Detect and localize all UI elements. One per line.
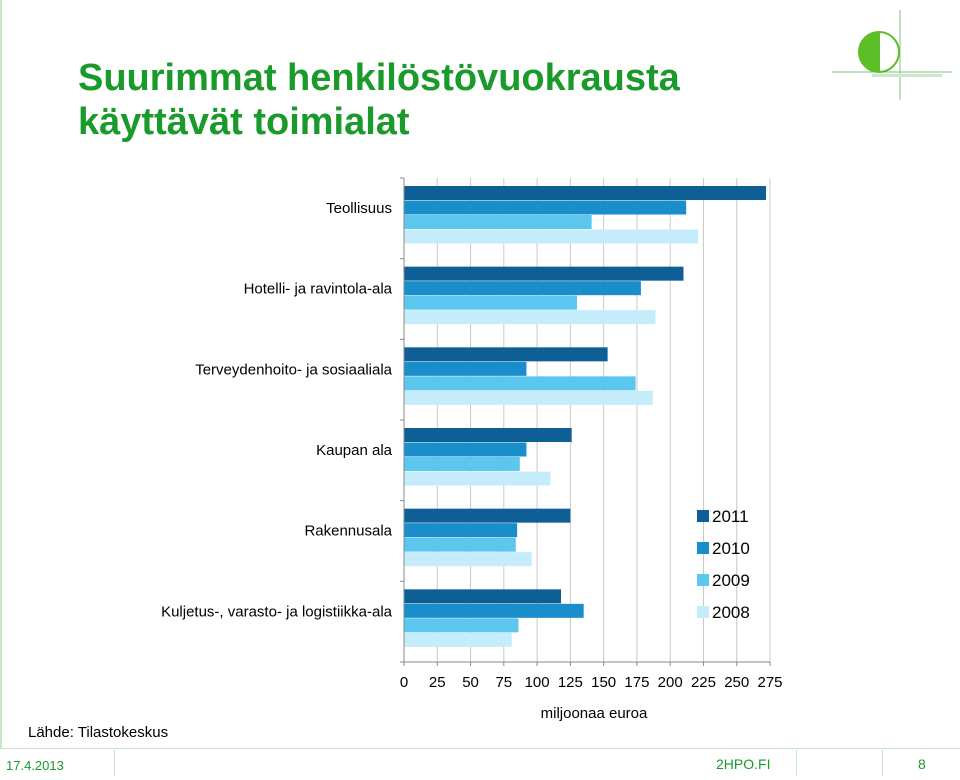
x-tick-label-75: 75 <box>495 674 513 691</box>
x-tick-label-200: 200 <box>657 674 683 691</box>
legend-swatch-2010 <box>697 542 709 554</box>
bar-2010-6 <box>404 604 584 618</box>
category-label-6: Kuljetus-, varasto- ja logistiikka-ala <box>161 603 392 621</box>
category-label-4: Kaupan ala <box>316 442 392 459</box>
category-label-3: Terveydenhoito- ja sosiaaliala <box>195 361 392 379</box>
bar-2010-5 <box>404 523 517 537</box>
bar-2011-3 <box>404 347 608 361</box>
x-tick-label-175: 175 <box>624 674 650 691</box>
category-label-1: Teollisuus <box>326 200 392 217</box>
legend-label-2008: 2008 <box>712 603 750 622</box>
bar-2010-1 <box>404 201 686 215</box>
bar-2010-3 <box>404 362 526 376</box>
bar-chart <box>0 160 800 730</box>
bar-2010-2 <box>404 281 641 295</box>
category-labels <box>161 200 393 620</box>
bar-2008-5 <box>404 552 532 566</box>
legend-label-2011: 2011 <box>712 507 749 526</box>
x-tick-label-225: 225 <box>690 674 716 691</box>
bar-2011-5 <box>404 509 570 523</box>
page-number: 8 <box>918 756 926 772</box>
logo-tagline-bar <box>872 74 942 77</box>
bar-2009-2 <box>404 296 577 310</box>
x-tick-label-250: 250 <box>724 674 750 691</box>
footer-separator-right <box>882 750 883 776</box>
bar-2011-6 <box>404 589 561 603</box>
bar-2009-5 <box>404 538 516 552</box>
title-line-1: Suurimmat henkilöstövuokrausta <box>78 57 680 99</box>
x-tick-label-0: 0 <box>399 674 409 691</box>
logo-half-disc <box>859 32 879 72</box>
bar-2009-1 <box>404 215 592 229</box>
bar-2008-6 <box>404 633 512 647</box>
x-tick-label-125: 125 <box>557 674 583 691</box>
legend <box>697 507 750 622</box>
x-tick-label-150: 150 <box>591 674 617 691</box>
legend-label-2010: 2010 <box>712 539 750 558</box>
x-tick-label-25: 25 <box>428 674 446 691</box>
footer-separator-mid <box>796 750 797 776</box>
legend-swatch-2009 <box>697 574 709 586</box>
bar-2009-4 <box>404 457 520 471</box>
footer-divider <box>0 748 960 749</box>
bar-2008-1 <box>404 230 698 244</box>
x-tick-label-275: 275 <box>757 674 783 691</box>
footer-site: 2HPO.FI <box>716 756 771 772</box>
category-label-2: Hotelli- ja ravintola-ala <box>243 280 392 298</box>
category-label-5: Rakennusala <box>304 522 392 540</box>
bar-2008-2 <box>404 310 656 324</box>
x-axis-label: miljoonaa euroa <box>540 705 648 722</box>
bar-2009-3 <box>404 376 636 390</box>
tick-labels <box>400 674 783 691</box>
slide-title <box>78 56 680 144</box>
legend-swatch-2011 <box>697 510 709 522</box>
legend-swatch-2008 <box>697 606 709 618</box>
footer-date: 17.4.2013 <box>6 758 64 773</box>
bar-2009-6 <box>404 618 518 632</box>
x-tick-label-100: 100 <box>524 674 550 691</box>
footer-separator-left <box>114 750 115 776</box>
title-line-2: käyttävät toimialat <box>78 101 410 143</box>
logo <box>832 10 952 100</box>
bar-2011-4 <box>404 428 572 442</box>
source-text: Lähde: Tilastokeskus <box>28 724 169 741</box>
bar-2011-1 <box>404 186 766 200</box>
bar-2011-2 <box>404 267 683 281</box>
bar-2008-3 <box>404 391 653 405</box>
x-tick-label-50: 50 <box>462 674 479 691</box>
legend-label-2009: 2009 <box>712 571 750 590</box>
bar-2008-4 <box>404 472 550 486</box>
bar-2010-4 <box>404 443 526 457</box>
